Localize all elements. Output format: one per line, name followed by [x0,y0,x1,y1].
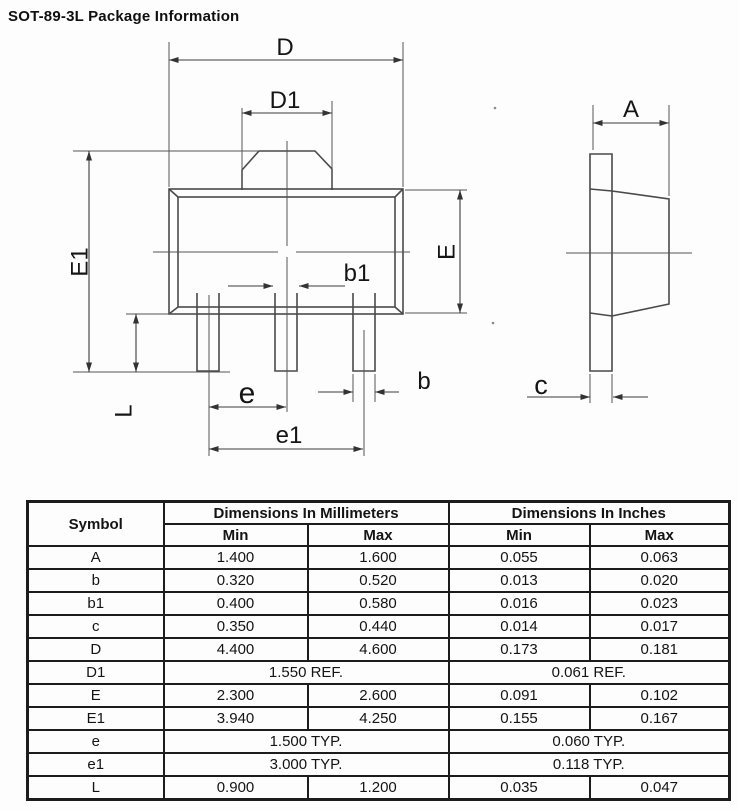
cell-in-max: 0.047 [590,776,730,800]
cell-in-min: 0.016 [449,592,590,615]
table-row [28,638,730,661]
header-mm-min: Min [164,524,308,546]
cell-symbol: e1 [28,753,164,776]
cell-mm-min: 0.350 [164,615,308,638]
cell-in-max: 0.181 [590,638,730,661]
table-row [28,546,730,569]
cell-in-max: 0.063 [590,546,730,569]
cell-in-min: 0.013 [449,569,590,592]
cell-mm-max: 0.440 [308,615,449,638]
cell-symbol: E1 [28,707,164,730]
cell-mm-min: 0.320 [164,569,308,592]
cell-mm-min: 1.400 [164,546,308,569]
dim-c-extensions [590,374,612,403]
dim-label-e-cap: E [433,243,461,261]
cell-symbol: D [28,638,164,661]
cell-in-max: 0.020 [590,569,730,592]
cell-in-span: 0.060 TYP. [449,730,730,753]
cell-mm-max: 1.200 [308,776,449,800]
table-row [28,661,730,684]
header-mm-max: Max [308,524,449,546]
cell-symbol: A [28,546,164,569]
dim-label-b: b [417,368,431,395]
header-mm-group: Dimensions In Millimeters [164,502,449,525]
cell-in-max: 0.167 [590,707,730,730]
dimensions-table [26,500,731,801]
lead-1 [197,293,219,371]
cell-symbol: E [28,684,164,707]
cell-in-max: 0.023 [590,592,730,615]
dim-d-extensions [169,42,403,187]
cell-mm-min: 0.400 [164,592,308,615]
cell-in-max: 0.017 [590,615,730,638]
cell-in-min: 0.173 [449,638,590,661]
side-lead-edges [590,190,612,371]
cell-mm-max: 2.600 [308,684,449,707]
cell-in-min: 0.014 [449,615,590,638]
cell-mm-max: 4.600 [308,638,449,661]
side-view [492,96,692,403]
cell-symbol: c [28,615,164,638]
scan-speck-2 [492,322,495,325]
dim-label-d: D [276,34,294,61]
cell-mm-max: 4.250 [308,707,449,730]
table-row [28,615,730,638]
cell-in-min: 0.091 [449,684,590,707]
table-header-row-groups [28,502,730,525]
cell-in-min: 0.035 [449,776,590,800]
table-row [28,776,730,800]
scan-speck-1 [494,107,497,110]
cell-mm-min: 0.900 [164,776,308,800]
cell-in-span: 0.118 TYP. [449,753,730,776]
table-row [28,753,730,776]
lead-2 [275,293,297,371]
header-symbol: Symbol [28,502,164,547]
cell-in-min: 0.055 [449,546,590,569]
cell-mm-max: 0.580 [308,592,449,615]
cell-symbol: D1 [28,661,164,684]
cell-symbol: b1 [28,592,164,615]
dim-label-a: A [622,96,640,123]
side-tab-outline [590,154,612,190]
dim-label-e1cap: E1 [66,247,94,277]
header-inch-max: Max [590,524,730,546]
dim-label-e1-pitch: e1 [275,422,303,449]
table-row [28,592,730,615]
cell-in-span: 0.061 REF. [449,661,730,684]
cell-mm-span: 3.000 TYP. [164,753,449,776]
front-view [67,34,468,456]
table-row [28,684,730,707]
table-row [28,730,730,753]
table-row [28,569,730,592]
dim-label-e-pitch: e [238,377,256,410]
dim-label-c: c [534,370,548,400]
cell-mm-min: 4.400 [164,638,308,661]
page-title: SOT-89-3L Package Information [8,8,240,25]
cell-mm-max: 0.520 [308,569,449,592]
cell-mm-span: 1.500 TYP. [164,730,449,753]
cell-symbol: b [28,569,164,592]
dim-e1cap-extensions [73,151,259,372]
cell-in-min: 0.155 [449,707,590,730]
dim-label-l: L [110,404,138,418]
table-row [28,707,730,730]
dim-label-d1: D1 [269,87,301,114]
header-inch-min: Min [449,524,590,546]
header-inch-group: Dimensions In Inches [449,502,730,525]
cell-symbol: e [28,730,164,753]
cell-in-max: 0.102 [590,684,730,707]
dim-label-b1: b1 [343,260,371,287]
cell-mm-span: 1.550 REF. [164,661,449,684]
cell-symbol: L [28,776,164,800]
cell-mm-min: 2.300 [164,684,308,707]
cell-mm-max: 1.600 [308,546,449,569]
cell-mm-min: 3.940 [164,707,308,730]
